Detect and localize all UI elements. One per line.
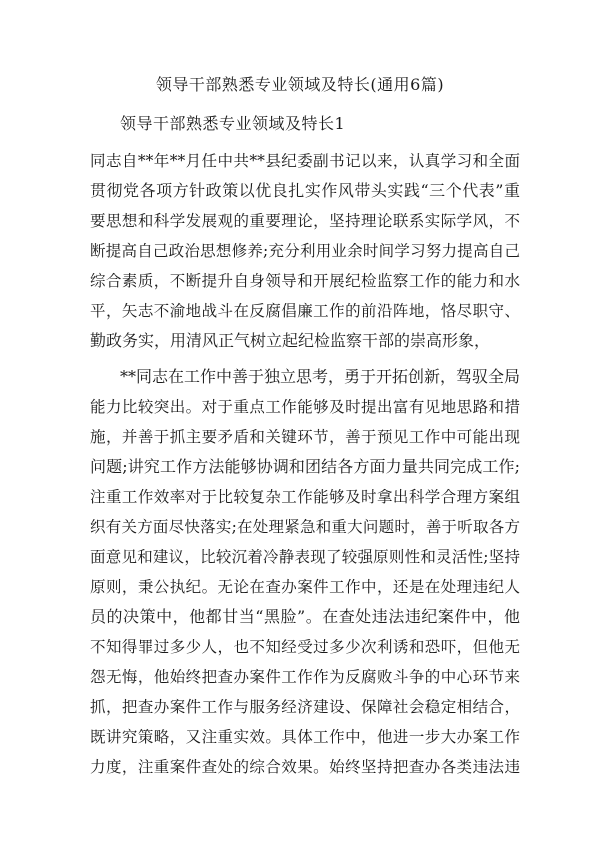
paragraph-2-line: 织有关方面尽快落实;在处理紧急和重大问题时，善于听取各方 — [90, 518, 520, 536]
paragraph-2-line: 抓，把查办案件工作与服务经济建设、保障社会稳定相结合， — [90, 698, 520, 716]
paragraph-2-line: 员的决策中，他都甘当“黑脸”。在查处违法违纪案件中，他 — [90, 607, 520, 626]
paragraph-2-line: 问题;讲究工作方法能够协调和团结各方面力量共同完成工作; — [90, 457, 520, 476]
paragraph-2-line: 能力比较突出。对于重点工作能够及时提出富有见地思路和措 — [90, 398, 520, 416]
paragraph-2-line: 不知得罪过多少人，也不知经受过多少次利诱和恐吓，但他无 — [90, 638, 520, 656]
paragraph-1-line: 综合素质，不断提升自身领导和开展纪检监察工作的能力和水 — [90, 272, 520, 290]
paragraph-1-line: 平，矢志不渝地战斗在反腐倡廉工作的前沿阵地，恪尽职守、 — [90, 302, 520, 320]
paragraph-2-line: **同志在工作中善于独立思考，勇于开拓创新，驾驭全局 — [120, 367, 521, 386]
paragraph-2-line: 既讲究策略，又注重实效。具体工作中，他进一步大办案工作 — [90, 728, 520, 746]
paragraph-1-line: 断提高自己政治思想修养;充分利用业余时间学习努力提高自己 — [90, 242, 520, 260]
paragraph-2-line: 怨无悔，他始终把查办案件工作作为反腐败斗争的中心环节来 — [90, 668, 520, 686]
paragraph-2-line: 面意见和建议，比较沉着冷静表现了较强原则性和灵活性;坚持 — [90, 548, 520, 566]
paragraph-1-line: 贯彻党各项方针政策以优良扎实作风带头实践“三个代表”重 — [90, 181, 520, 200]
paragraph-2-line: 施，并善于抓主要矛盾和关键环节，善于预见工作中可能出现 — [90, 428, 520, 446]
section-heading: 领导干部熟悉专业领域及特长1 — [120, 114, 346, 133]
paragraph-1-line: 勤政务实，用清风正气树立起纪检监察干部的崇高形象， — [90, 331, 491, 350]
paragraph-1-line: 同志自**年**月任中共**县纪委副书记以来，认真学习和全面 — [90, 152, 520, 170]
paragraph-2-line: 力度，注重案件查处的综合效果。始终坚持把查办各类违法违 — [90, 758, 520, 776]
paragraph-2-line: 注重工作效率对于比较复杂工作能够及时拿出科学合理方案组 — [90, 488, 520, 506]
document-title: 领导干部熟悉专业领域及特长(通用6篇) — [155, 75, 445, 94]
paragraph-2-line: 原则，秉公执纪。无论在查办案件工作中，还是在处理违纪人 — [90, 578, 520, 596]
paragraph-1-line: 要思想和科学发展观的重要理论，坚持理论联系实际学风，不 — [90, 212, 520, 230]
